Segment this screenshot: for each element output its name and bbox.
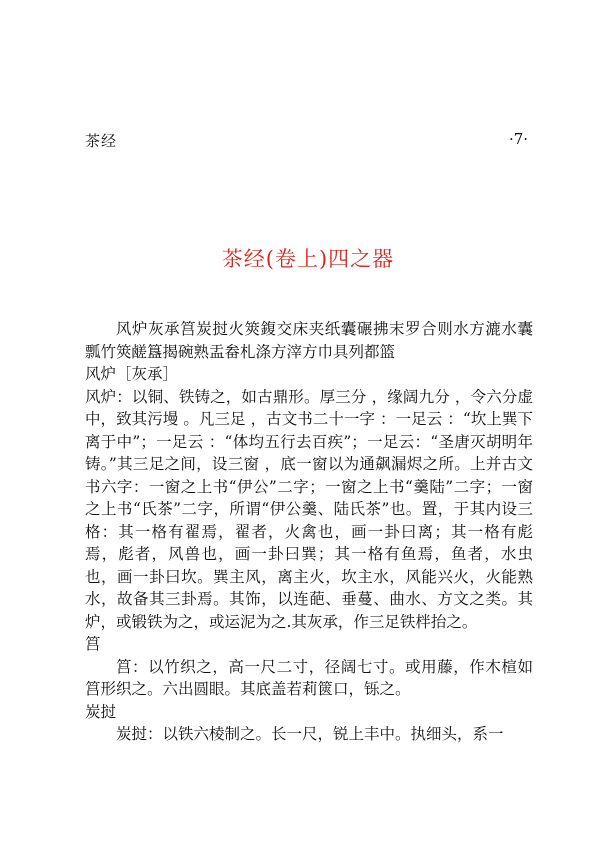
section-heading-tanzhua: 炭挝 bbox=[85, 702, 117, 721]
paragraph-tanzhua: 炭挝：以铁六棱制之。长一尺，锐上丰中。执细头，系一 bbox=[116, 725, 504, 743]
chapter-title: 茶经(卷上)四之器 bbox=[221, 247, 395, 271]
body-text bbox=[85, 318, 533, 746]
running-title: 茶经 bbox=[85, 132, 118, 150]
section-heading-fenglu: 风炉［灰承］ bbox=[85, 365, 179, 383]
paragraph-ju: 筥：以竹织之，高一尺二寸，径阔七寸。或用藤，作木楦如筥形织之。六出圆眼。其底盖若莉篋口，铄之。 bbox=[85, 657, 533, 698]
section-heading-ju: 筥 bbox=[85, 635, 101, 653]
paragraph-fenglu: 风炉：以铜、铁铸之，如古鼎形。厚三分 ，缘阔九分 ，令六分虚中，致其污墁 。凡三足 ，古文书二十一字 ：一足云 ：“坎上巽下离于中”；一足云 ：“体均五行去百疾”；一足云：“圣唐灭胡明年铸。”其三足之间，设三窗 ，底一窗以为通飙漏烬之所。上并古文书六字：一窗之上书“伊公”二字；一窗之上书“羹陆”二字；一窗之上书“氏茶”二字，所谓“伊公羹、陆氏茶”也。置，于其内设三格：其一格有翟焉，翟者，火禽也，画一卦曰离；其一格有彪焉，彪者，风兽也，画一卦曰巽；其一格有鱼焉，鱼者，水虫也，画一卦曰坎。巽主风，离主火，坎主水，风能兴火，火能熟水，故备其三卦焉。其饰，以连葩、垂蔓、曲水、方文之类。其炉，或锻铁为之，或运泥为之.其灰承，作三足铁柈抬之。 bbox=[85, 387, 533, 631]
paragraph-tool-list: 风炉灰承筥炭挝火筴鍑交床夹纸囊碾拂末罗合则水方漉水囊瓢竹筴鹾簋揭碗熟盂畚札涤方滓方巾具列都篮 bbox=[85, 320, 533, 361]
page-number: ·7· bbox=[509, 130, 529, 148]
